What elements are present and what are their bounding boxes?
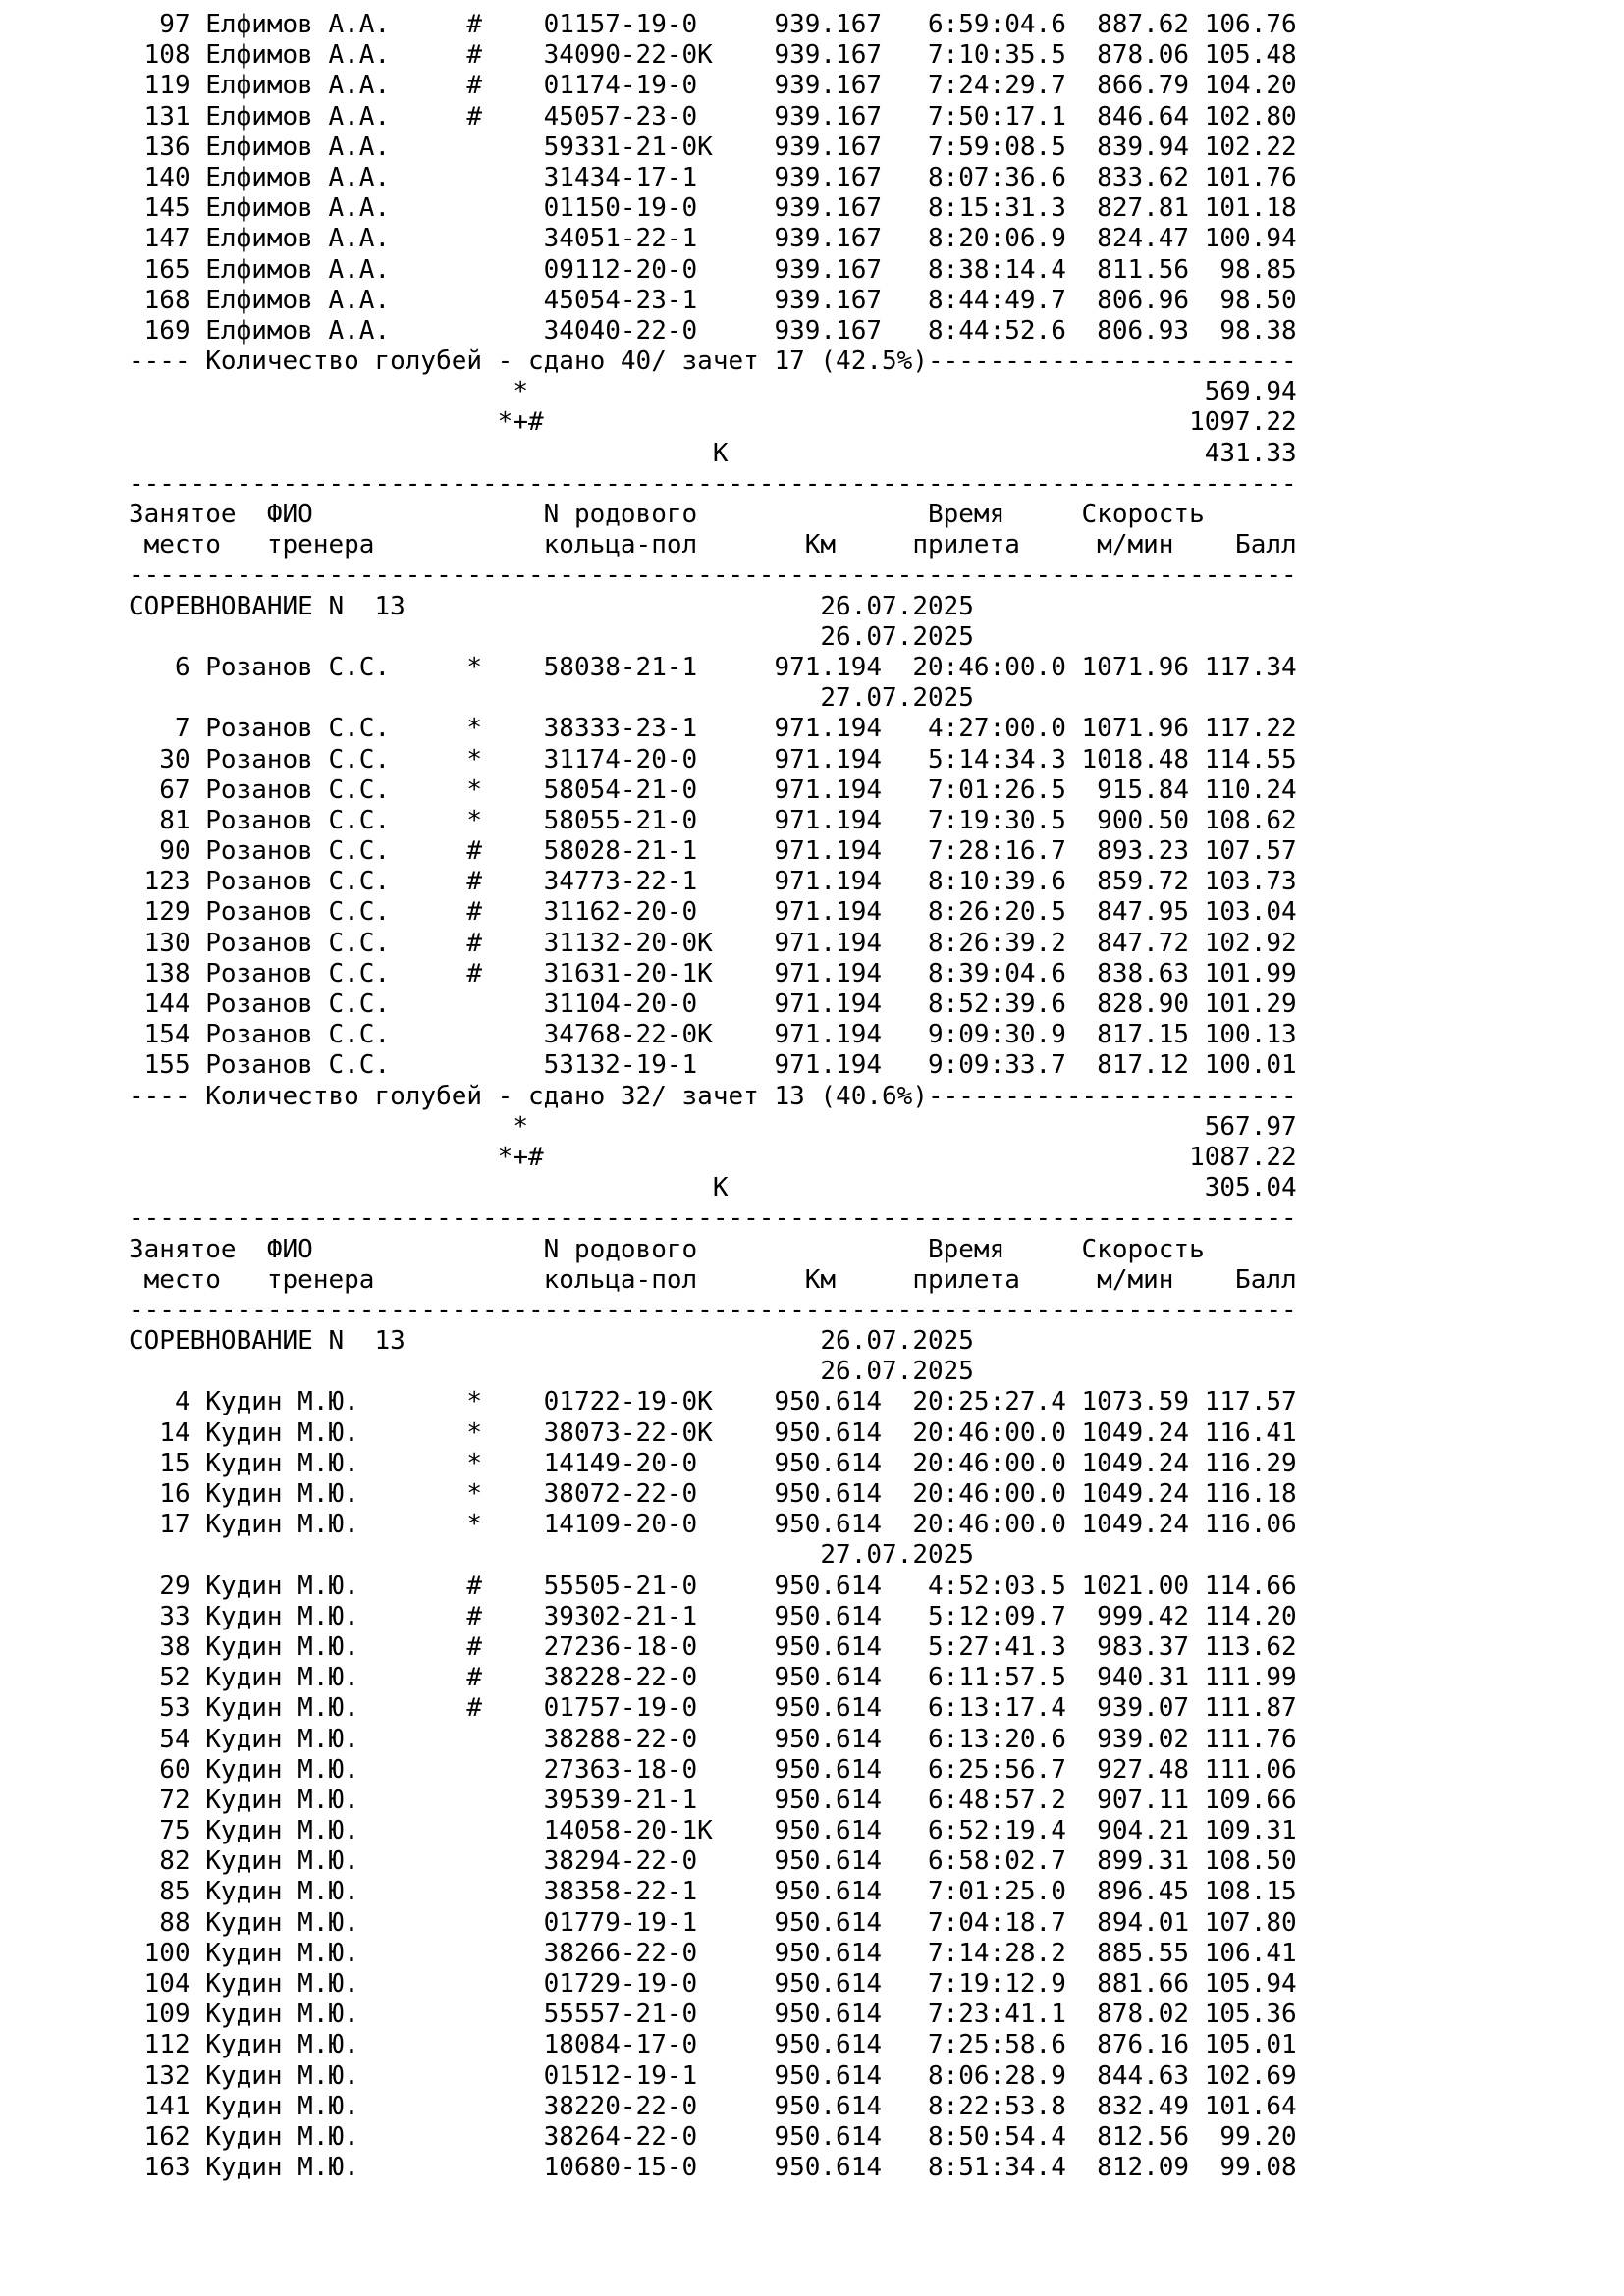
result-row: 90 Розанов С.С. # 58028-21-1 971.194 7:28:16.7 893.23 107.57 (129, 836, 1297, 867)
divider-line: ---------------------------------------------------------------------------- (129, 468, 1297, 499)
divider-line: ---------------------------------------------------------------------------- (129, 561, 1297, 591)
result-row: 144 Розанов С.С. 31104-20-0 971.194 8:52:39.6 828.90 101.29 (129, 989, 1297, 1019)
result-row: 130 Розанов С.С. # 31132-20-0К 971.194 8:26:39.2 847.72 102.92 (129, 928, 1297, 958)
result-row: 108 Елфимов А.А. # 34090-22-0К 939.167 7:10:35.5 878.06 105.48 (129, 40, 1297, 71)
result-row: 97 Елфимов А.А. # 01157-19-0 939.167 6:59:04.6 887.62 106.76 (129, 10, 1297, 39)
summary-category-line: * 567.97 (129, 1111, 1297, 1142)
result-row: 123 Розанов С.С. # 34773-22-1 971.194 8:10:39.6 859.72 103.73 (129, 867, 1297, 897)
result-row: 119 Елфимов А.А. # 01174-19-0 939.167 7:24:29.7 866.79 104.20 (129, 71, 1297, 101)
result-row: 129 Розанов С.С. # 31162-20-0 971.194 8:26:20.5 847.95 103.04 (129, 897, 1297, 928)
result-row: 81 Розанов С.С. * 58055-21-0 971.194 7:19:30.5 900.50 108.62 (129, 805, 1297, 835)
summary-category-line: К 431.33 (129, 438, 1297, 468)
result-row: 15 Кудин М.Ю. * 14149-20-0 950.614 20:46:00.0 1049.24 116.29 (129, 1448, 1297, 1478)
result-row: 33 Кудин М.Ю. # 39302-21-1 950.614 5:12:09.7 999.42 114.20 (129, 1601, 1297, 1631)
result-row: 14 Кудин М.Ю. * 38073-22-0К 950.614 20:46:00.0 1049.24 116.41 (129, 1417, 1297, 1448)
result-row: 100 Кудин М.Ю. 38266-22-0 950.614 7:14:28.2 885.55 106.41 (129, 1938, 1297, 1968)
result-row: 112 Кудин М.Ю. 18084-17-0 950.614 7:25:58.6 876.16 105.01 (129, 2030, 1297, 2060)
result-row: 109 Кудин М.Ю. 55557-21-0 950.614 7:23:41.1 878.02 105.36 (129, 2000, 1297, 2030)
table-header-line-1: Занятое ФИО N родового Время Скорость (129, 1234, 1205, 1264)
result-row: 6 Розанов С.С. * 58038-21-1 971.194 20:46:00.0 1071.96 117.34 (129, 652, 1297, 682)
result-row: 16 Кудин М.Ю. * 38072-22-0 950.614 20:46:00.0 1049.24 116.18 (129, 1479, 1297, 1509)
result-row: 72 Кудин М.Ю. 39539-21-1 950.614 6:48:57.2 907.11 109.66 (129, 1785, 1297, 1815)
summary-category-line: * 569.94 (129, 377, 1297, 407)
result-row: 75 Кудин М.Ю. 14058-20-1К 950.614 6:52:19.4 904.21 109.31 (129, 1816, 1297, 1846)
summary-category-line: *+# 1097.22 (129, 407, 1297, 438)
result-row: 88 Кудин М.Ю. 01779-19-1 950.614 7:04:18.7 894.01 107.80 (129, 1907, 1297, 1938)
date-line: 27.07.2025 (129, 683, 974, 714)
result-row: 7 Розанов С.С. * 38333-23-1 971.194 4:27:00.0 1071.96 117.22 (129, 714, 1297, 744)
result-row: 168 Елфимов А.А. 45054-23-1 939.167 8:44:49.7 806.96 98.50 (129, 285, 1297, 315)
date-line: 26.07.2025 (129, 621, 974, 652)
competition-title-line: СОРЕВНОВАНИЕ N 13 26.07.2025 (129, 591, 974, 621)
result-row: 4 Кудин М.Ю. * 01722-19-0К 950.614 20:25:27.4 1073.59 117.57 (129, 1387, 1297, 1417)
divider-line: ---------------------------------------------------------------------------- (129, 1295, 1297, 1325)
competition-title-line: СОРЕВНОВАНИЕ N 13 26.07.2025 (129, 1326, 974, 1357)
table-header-line-2: место тренера кольца-пол Км прилета м/мин Балл (129, 530, 1297, 561)
result-row: 38 Кудин М.Ю. # 27236-18-0 950.614 5:27:41.3 983.37 113.62 (129, 1631, 1297, 1662)
table-header-line-1: Занятое ФИО N родового Время Скорость (129, 500, 1205, 529)
result-row: 104 Кудин М.Ю. 01729-19-0 950.614 7:19:12.9 881.66 105.94 (129, 1969, 1297, 1999)
result-row: 30 Розанов С.С. * 31174-20-0 971.194 5:14:34.3 1018.48 114.55 (129, 744, 1297, 774)
result-row: 131 Елфимов А.А. # 45057-23-0 939.167 7:50:17.1 846.64 102.80 (129, 101, 1297, 132)
date-line: 26.07.2025 (129, 1357, 974, 1387)
race-results-report (129, 10, 1297, 2183)
result-row: 67 Розанов С.С. * 58054-21-0 971.194 7:01:26.5 915.84 110.24 (129, 774, 1297, 805)
result-row: 162 Кудин М.Ю. 38264-22-0 950.614 8:50:54.4 812.56 99.20 (129, 2121, 1297, 2152)
summary-total-line: ---- Количество голубей - сдано 32/ зачет 13 (40.6%)------------------------ (129, 1081, 1297, 1111)
result-row: 53 Кудин М.Ю. # 01757-19-0 950.614 6:13:17.4 939.07 111.87 (129, 1693, 1297, 1724)
result-row: 145 Елфимов А.А. 01150-19-0 939.167 8:15:31.3 827.81 101.18 (129, 193, 1297, 224)
summary-total-line: ---- Количество голубей - сдано 40/ зачет 17 (42.5%)------------------------ (129, 347, 1297, 377)
result-row: 163 Кудин М.Ю. 10680-15-0 950.614 8:51:34.4 812.09 99.08 (129, 2153, 1297, 2183)
result-row: 147 Елфимов А.А. 34051-22-1 939.167 8:20:06.9 824.47 100.94 (129, 224, 1297, 254)
result-row: 154 Розанов С.С. 34768-22-0К 971.194 9:09:30.9 817.15 100.13 (129, 1020, 1297, 1050)
summary-category-line: *+# 1087.22 (129, 1142, 1297, 1172)
result-row: 17 Кудин М.Ю. * 14109-20-0 950.614 20:46:00.0 1049.24 116.06 (129, 1510, 1297, 1540)
divider-line: ---------------------------------------------------------------------------- (129, 1203, 1297, 1234)
result-row: 140 Елфимов А.А. 31434-17-1 939.167 8:07:36.6 833.62 101.76 (129, 162, 1297, 192)
result-row: 29 Кудин М.Ю. # 55505-21-0 950.614 4:52:03.5 1021.00 114.66 (129, 1571, 1297, 1601)
summary-category-line: К 305.04 (129, 1173, 1297, 1203)
result-row: 136 Елфимов А.А. 59331-21-0К 939.167 7:59:08.5 839.94 102.22 (129, 132, 1297, 162)
result-row: 82 Кудин М.Ю. 38294-22-0 950.614 6:58:02.7 899.31 108.50 (129, 1846, 1297, 1877)
result-row: 54 Кудин М.Ю. 38288-22-0 950.614 6:13:20.6 939.02 111.76 (129, 1724, 1297, 1754)
result-row: 165 Елфимов А.А. 09112-20-0 939.167 8:38:14.4 811.56 98.85 (129, 254, 1297, 285)
result-row: 52 Кудин М.Ю. # 38228-22-0 950.614 6:11:57.5 940.31 111.99 (129, 1663, 1297, 1693)
table-header-line-2: место тренера кольца-пол Км прилета м/мин Балл (129, 1264, 1297, 1295)
result-row: 60 Кудин М.Ю. 27363-18-0 950.614 6:25:56.7 927.48 111.06 (129, 1754, 1297, 1785)
date-line: 27.07.2025 (129, 1540, 974, 1571)
result-row: 85 Кудин М.Ю. 38358-22-1 950.614 7:01:25.0 896.45 108.15 (129, 1877, 1297, 1907)
result-row: 132 Кудин М.Ю. 01512-19-1 950.614 8:06:28.9 844.63 102.69 (129, 2060, 1297, 2091)
result-row: 141 Кудин М.Ю. 38220-22-0 950.614 8:22:53.8 832.49 101.64 (129, 2091, 1297, 2121)
result-row: 138 Розанов С.С. # 31631-20-1К 971.194 8:39:04.6 838.63 101.99 (129, 958, 1297, 988)
result-row: 169 Елфимов А.А. 34040-22-0 939.167 8:44:52.6 806.93 98.38 (129, 315, 1297, 346)
result-row: 155 Розанов С.С. 53132-19-1 971.194 9:09:33.7 817.12 100.01 (129, 1050, 1297, 1081)
